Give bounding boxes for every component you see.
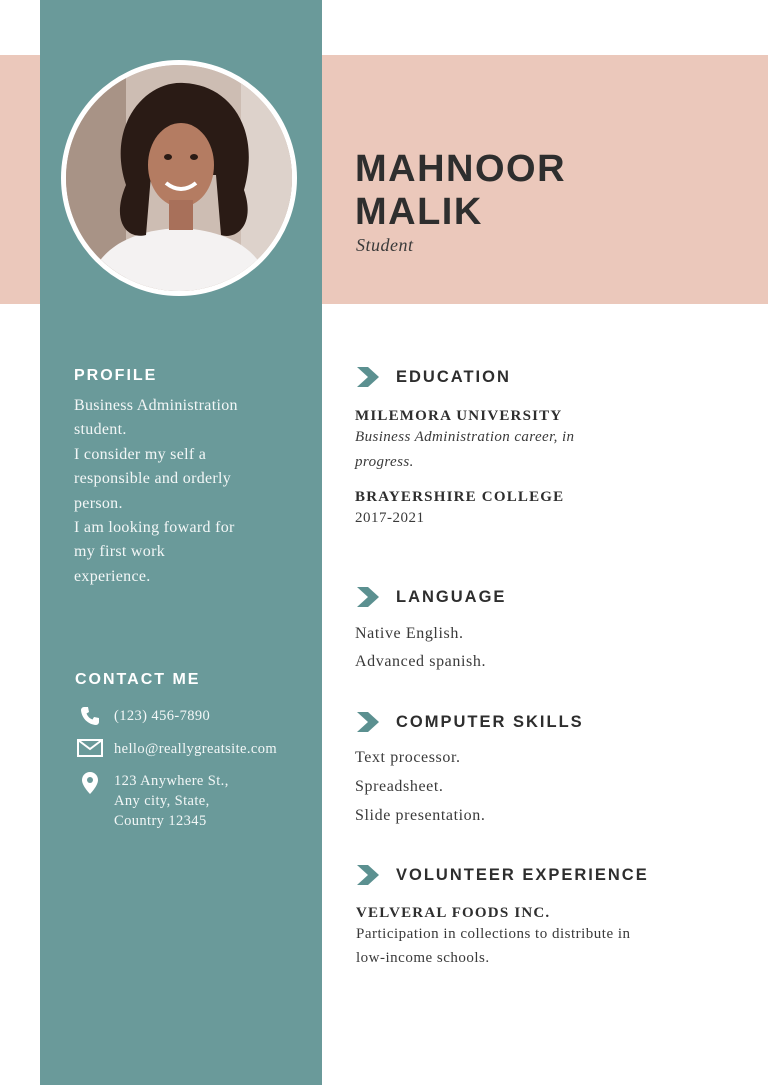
- education-item: [355, 489, 685, 530]
- institution-name: MILEMORA UNIVERSITY: [355, 408, 563, 424]
- section-title: LANGUAGE: [396, 587, 507, 606]
- education-heading: [355, 366, 511, 388]
- list-item: Advanced spanish.: [355, 653, 487, 670]
- detail-line: Business Administration career, in: [355, 429, 575, 445]
- person-name: [355, 148, 566, 234]
- detail-line: Participation in collections to distribute in: [356, 926, 631, 942]
- volunteer-detail: [356, 922, 686, 970]
- profile-line: I am looking foward for: [74, 519, 235, 537]
- list-item: Slide presentation.: [355, 807, 486, 824]
- profile-line: person.: [74, 494, 123, 512]
- profile-line: I consider my self a: [74, 445, 207, 463]
- address-line: 123 Anywhere St.,: [114, 773, 229, 789]
- job-title: Student: [356, 235, 414, 255]
- address-line: Any city, State,: [114, 793, 210, 809]
- chevron-right-icon: [355, 586, 381, 608]
- education-item: [355, 408, 685, 475]
- section-title: EDUCATION: [396, 367, 511, 386]
- education-years: 2017-2021: [355, 510, 425, 526]
- list-item: Text processor.: [355, 749, 461, 766]
- contact-email: [76, 739, 277, 759]
- detail-line: progress.: [355, 454, 414, 470]
- contact-phone: [76, 706, 210, 726]
- map-pin-icon: [76, 771, 104, 791]
- computer-skills-heading: [355, 711, 584, 733]
- profile-line: Business Administration: [74, 397, 238, 414]
- list-item: Native English.: [355, 625, 464, 642]
- phone-number[interactable]: (123) 456-7890: [114, 708, 211, 724]
- profile-line: responsible and orderly: [74, 470, 232, 488]
- email-address[interactable]: hello@reallygreatsite.com: [114, 741, 278, 757]
- profile-line: experience.: [74, 567, 151, 585]
- profile-line: student.: [74, 421, 127, 439]
- profile-text: [74, 394, 306, 589]
- profile-heading: PROFILE: [74, 367, 158, 384]
- chevron-right-icon: [355, 711, 381, 733]
- profile-photo: [61, 60, 297, 296]
- section-title: VOLUNTEER EXPERIENCE: [396, 865, 649, 884]
- language-heading: [355, 586, 506, 608]
- name-first: MAHNOOR: [355, 148, 567, 190]
- volunteer-heading: [355, 864, 649, 886]
- chevron-right-icon: [355, 864, 381, 886]
- section-title: COMPUTER SKILLS: [396, 712, 584, 731]
- address-line: Country 12345: [114, 813, 207, 829]
- street-address: [114, 771, 229, 831]
- detail-line: low-income schools.: [356, 950, 490, 966]
- contact-heading: CONTACT ME: [75, 671, 201, 688]
- list-item: Spreadsheet.: [355, 778, 444, 795]
- language-list: [355, 620, 685, 676]
- volunteer-item: [356, 905, 686, 970]
- skills-list: [355, 743, 685, 830]
- education-detail: [355, 425, 685, 475]
- name-last: MALIK: [355, 191, 483, 233]
- contact-address: [76, 771, 229, 831]
- organization-name: VELVERAL FOODS INC.: [356, 905, 551, 921]
- profile-line: my first work: [74, 543, 166, 561]
- institution-name: BRAYERSHIRE COLLEGE: [355, 489, 565, 505]
- phone-icon: [76, 706, 104, 726]
- chevron-right-icon: [355, 366, 381, 388]
- envelope-icon: [76, 739, 104, 759]
